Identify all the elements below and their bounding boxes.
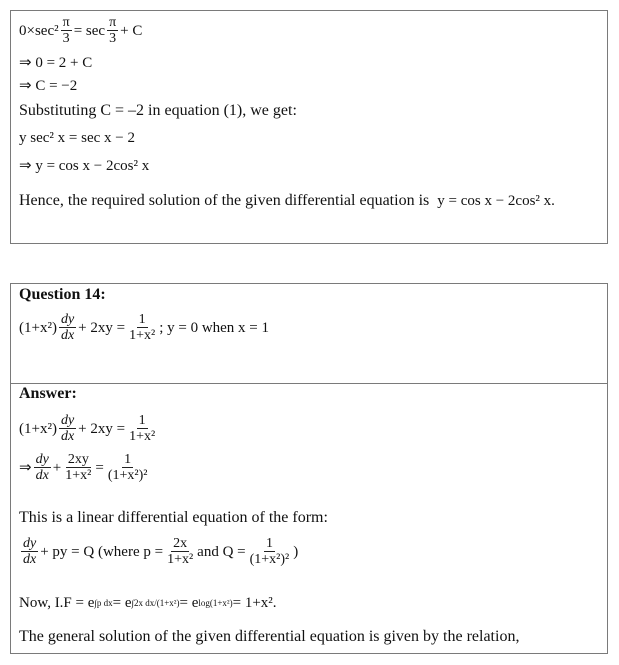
eq-text: + C — [120, 22, 143, 39]
text-line: This is a linear differential equation of the form: — [19, 509, 328, 526]
divider — [11, 383, 607, 384]
num: 1 — [124, 452, 132, 467]
num: 2x — [173, 536, 188, 551]
fraction — [59, 413, 76, 444]
eq-text: = 1+x². — [232, 595, 277, 611]
conclusion-line — [19, 192, 555, 210]
equation-line: ⇒ C = −2 — [19, 78, 78, 94]
equation-line: ⇒ y = cos x − 2cos² x — [19, 158, 150, 174]
exponent: log(1+x²) — [198, 598, 233, 608]
eq-text: Now, I.F = e — [19, 595, 95, 611]
final-solution: y = cos x − 2cos² x. — [437, 193, 555, 209]
eq-text: = e — [112, 595, 132, 611]
num: π — [109, 15, 117, 30]
eq-text: + 2xy = — [78, 420, 126, 437]
den: dx — [23, 552, 37, 567]
text-line: The general solution of the given differential equation is given by the relation, — [19, 628, 520, 645]
den: 3 — [109, 31, 117, 46]
fraction — [21, 536, 38, 567]
fraction — [107, 15, 118, 46]
num: π — [62, 15, 70, 30]
fraction — [248, 536, 292, 567]
eq-text: = sec — [73, 22, 106, 39]
num: 1 — [265, 536, 273, 551]
den: dx — [60, 429, 75, 444]
text-line: Substituting C = –2 in equation (1), we get: — [19, 102, 297, 119]
fraction — [34, 452, 51, 483]
eq-text: ) — [293, 543, 299, 560]
eq-text: = — [95, 459, 104, 476]
eq-text: + py = Q (where p = — [40, 543, 164, 560]
eq-text: (1+x²) — [19, 319, 57, 336]
eq-text: 0×sec² — [19, 22, 59, 39]
linear-form-equation — [19, 536, 298, 567]
eq-text: + 2xy = — [78, 319, 126, 336]
eq-text: (1+x²) — [19, 420, 57, 437]
question-equation — [19, 312, 269, 343]
answer-equation-1 — [19, 413, 159, 444]
fraction — [61, 15, 72, 46]
fraction — [106, 452, 150, 483]
eq-text: ⇒ — [19, 459, 32, 476]
fraction — [127, 413, 157, 444]
question-14-box — [10, 283, 608, 654]
den: dx — [35, 468, 49, 483]
den: 1+x² — [129, 429, 156, 444]
exponent: ∫2x dx/(1+x²) — [131, 598, 180, 608]
fraction — [63, 452, 93, 483]
conclusion-text: Hence, the required solution of the given differential equation is — [19, 192, 430, 209]
eq-text: and Q = — [197, 543, 246, 560]
fraction — [127, 312, 157, 343]
fraction — [165, 536, 195, 567]
num: dy — [23, 536, 37, 551]
num: dy — [35, 452, 49, 467]
num: 1 — [138, 413, 146, 428]
solution-continuation-box — [10, 10, 608, 244]
eq-text: + — [52, 459, 62, 476]
answer-equation-2 — [19, 452, 151, 483]
num: 2xy — [67, 452, 89, 467]
den: 1+x² — [65, 468, 92, 483]
num: dy — [60, 312, 75, 327]
equation-line: y sec² x = sec x − 2 — [19, 130, 135, 146]
den: (1+x²)² — [249, 552, 290, 567]
num: dy — [60, 413, 75, 428]
equation-line: ⇒ 0 = 2 + C — [19, 55, 93, 71]
den: (1+x²)² — [107, 468, 148, 483]
integrating-factor-equation — [19, 594, 277, 612]
equation-c-substitution — [19, 15, 142, 46]
eq-text: = e — [179, 595, 199, 611]
den: 3 — [62, 31, 70, 46]
num: 1 — [138, 312, 146, 327]
question-heading: Question 14: — [19, 286, 106, 303]
exponent: ∫p dx — [94, 598, 113, 608]
fraction — [59, 312, 76, 343]
eq-text: ; y = 0 when x = 1 — [159, 319, 270, 336]
answer-heading: Answer: — [19, 385, 77, 402]
den: 1+x² — [167, 552, 194, 567]
den: dx — [60, 328, 75, 343]
den: 1+x² — [129, 328, 156, 343]
